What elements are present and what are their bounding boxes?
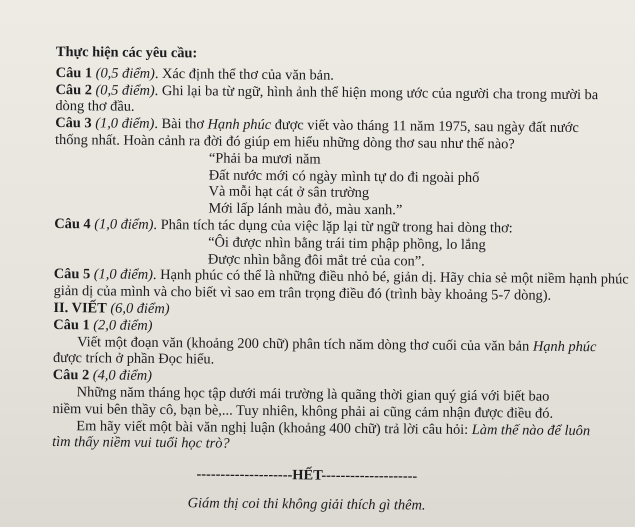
question-label: Câu 2 [52,367,90,384]
section-points: (6,0 điểm) [110,300,170,318]
question-text: . Hạnh phúc có thể là những điều nhỏ bé, giản dị. Hãy chia sẻ một niềm hạnh phúc [152,267,629,288]
question-text: . Phân tích tác dụng của việc lặp lại từ ngữ trong hai dòng thơ: [153,216,513,237]
question-points: (1,0 điểm) [93,266,154,284]
question-points: (4,0 điểm) [92,367,153,385]
question-points: (1,0 điểm) [94,216,154,233]
question-label: Câu 2 [55,81,93,98]
question-text-rest: được viết vào tháng 11 năm 1975, sau ngày đất nước [271,117,579,137]
question-text: Viết một đoạn văn (khoảng 200 chữ) phân tích năm dòng thơ cuối của văn bản [77,333,533,355]
question-label: Câu 1 [53,316,90,334]
question-text: . Ghi lại ba từ ngữ, hình ảnh thể hiện mong ước của người cha trong mười ba [154,82,599,103]
prompt-text: Em hãy viết một bài văn nghị luận (khoảng 400 chữ) trả lời câu hỏi: [76,417,472,438]
question-points: (0,5 điểm) [95,65,155,82]
question-label: Câu 4 [54,215,91,233]
writing-question-2-line: Những năm tháng học tập dưới mái trường là quãng thời gian quý giá với biết bao [76,384,550,405]
question-label: Câu 1 [55,64,93,82]
question-2-continued: dòng thơ đầu. [55,98,135,116]
end-marker: --------------------HẾT-------------------- [196,466,418,485]
question-text: . Xác định thể thơ của văn bản. [154,65,334,84]
poem-line: “Phải ba mươi năm [208,150,321,168]
poem-title: Hạnh phúc [207,116,272,134]
instructions-heading: Thực hiện các yêu cầu: [55,44,198,62]
question-points: (1,0 điểm) [95,115,155,133]
proctor-note: Giám thị coi thi không giải thích gì thêm. [187,495,426,514]
question-points: (0,5 điểm) [95,81,155,99]
poem-line: Đất nước mới có ngày mình tự do đi ngoài phố [208,167,480,186]
writing-question-1-continued: được trích ở phần Đọc hiểu. [52,350,215,368]
poem-line: Được nhìn bằng đôi mắt trẻ của con”. [207,251,425,270]
question-5-continued: giản dị của mình và cho biết vì sao em trân trọng điều đó (trình bày khoảng 5-7 dòng). [53,283,552,304]
section-label: II. VIẾT [53,299,107,317]
poem-line: “Ôi được nhìn bằng trái tim phập phồng, lo lắng [208,234,486,253]
writing-question-2-prompt-continued: tìm thấy niềm vui tuổi học trò? [52,434,230,453]
question-text: . Bài thơ [154,116,208,133]
poem-line: Và mỗi hạt cát ở sân trường [208,183,370,202]
question-3-continued: thống nhất. Hoàn cảnh ra đời đó giúp em hiểu những dòng thơ sau như thế nào? [55,131,515,153]
question-label: Câu 5 [53,266,91,283]
poem-title: Hạnh phúc [532,338,597,355]
prompt-question: Làm thế nào để luôn [471,421,591,439]
exam-content [52,44,629,516]
question-label: Câu 3 [55,115,92,132]
writing-question-2-line: niềm vui bên thầy cô, bạn bè,... Tuy nhiên, không phải ai cũng cảm nhận được điều đó. [52,400,554,422]
poem-line: Mới lấp lánh màu đỏ, màu xanh.” [208,200,403,219]
question-points: (2,0 điểm) [93,317,153,334]
